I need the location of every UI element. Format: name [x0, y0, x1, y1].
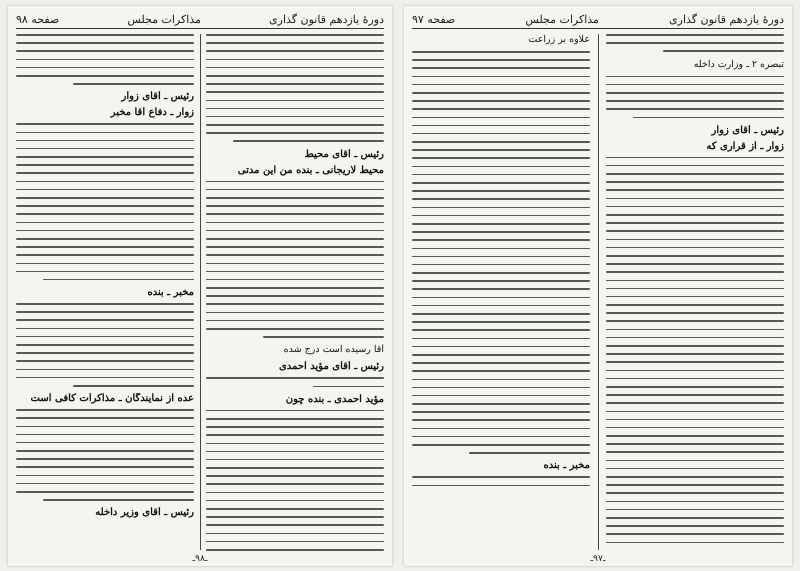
- text-line: تبصره ۲ ـ وزارت داخله: [693, 58, 784, 70]
- text-line: آقا رسیده است درج شده: [283, 344, 384, 356]
- header-session: دورهٔ یازدهم قانون گذاری: [669, 12, 784, 26]
- right-column: [606, 34, 784, 552]
- speaker-line: عده از نمایندگان ـ مذاکرات کافی است: [30, 393, 194, 405]
- page-97: [404, 6, 792, 566]
- page-header: [16, 10, 384, 29]
- left-column: [16, 34, 194, 552]
- speaker-line: زوار ـ دفاع آقا مخبر: [110, 107, 194, 119]
- left-column: [412, 34, 590, 552]
- header-session: دورهٔ یازدهم قانون گذاری: [269, 12, 384, 26]
- page-header: [412, 10, 784, 29]
- speaker-line: رئیس ـ آقای وزیر داخله: [95, 507, 194, 519]
- header-page-number: صفحه ۹۸: [16, 12, 60, 26]
- speaker-line: رئیس ـ آقای زوار: [121, 91, 194, 103]
- page-footer: ـ۹۷ـ: [590, 554, 606, 564]
- right-column: [206, 34, 384, 552]
- column-divider: [598, 34, 599, 550]
- speaker-line: مخبر ـ بنده: [543, 460, 590, 472]
- speaker-line: رئیس ـ آقای محیط: [304, 148, 384, 160]
- page-98: [8, 6, 392, 566]
- page-footer: ـ۹۸ـ: [192, 554, 208, 564]
- speaker-line: زوار ـ از قراری که: [706, 140, 784, 152]
- speaker-line: مخبر ـ بنده: [147, 287, 194, 299]
- speaker-line: مؤید احمدی ـ بنده چون: [285, 393, 384, 405]
- speaker-line: رئیس ـ آقای مؤید احمدی: [278, 361, 384, 373]
- column-divider: [200, 34, 201, 550]
- speaker-line: محیط لاریجانی ـ بنده من این مدتی: [237, 164, 384, 176]
- header-section: مذاکرات مجلس: [525, 12, 599, 26]
- header-page-number: صفحه ۹۷: [412, 12, 456, 26]
- header-section: مذاکرات مجلس: [127, 12, 201, 26]
- speaker-line: رئیس ـ آقای زوار: [711, 124, 784, 136]
- text-line: علاوه بر زراعت: [528, 34, 590, 45]
